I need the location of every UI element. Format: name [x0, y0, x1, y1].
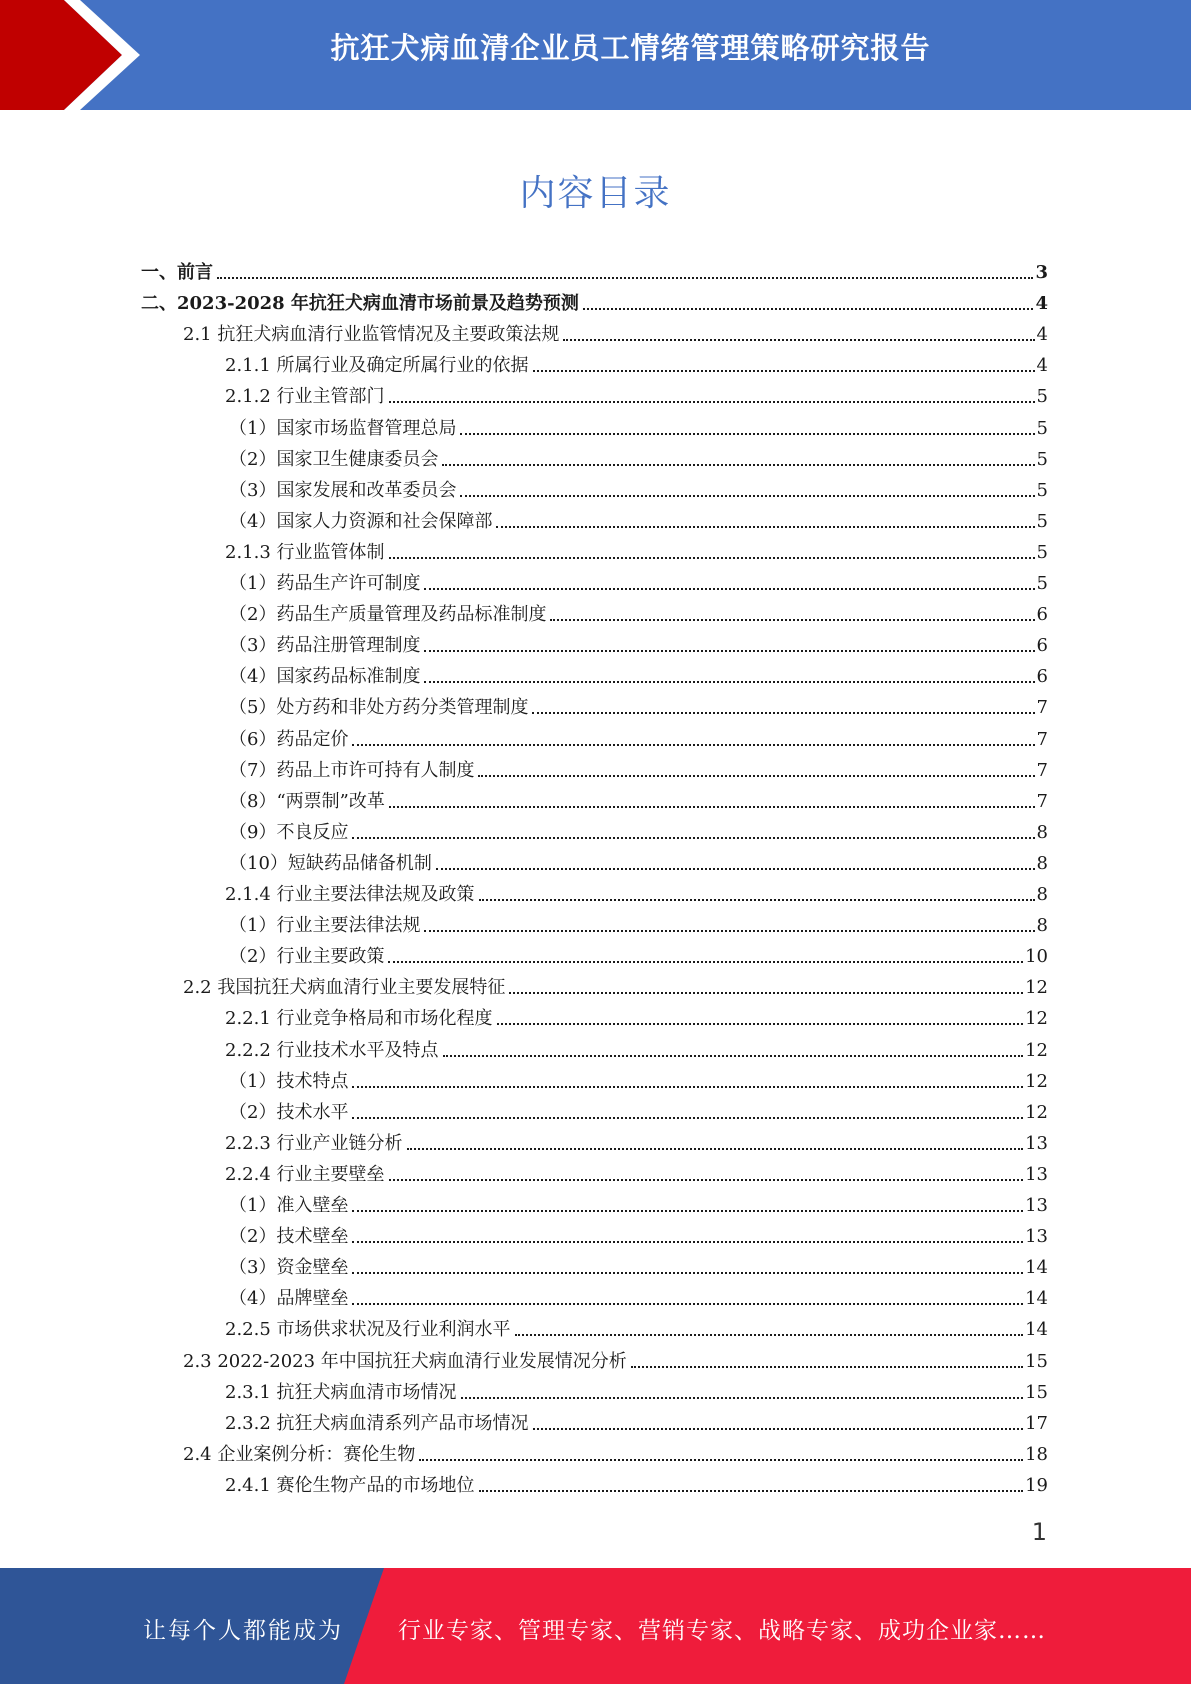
- toc-dot-leader: [352, 837, 1034, 839]
- toc-entry[interactable]: [141, 409, 1048, 440]
- toc-entry[interactable]: [141, 533, 1048, 564]
- toc-entry[interactable]: [141, 875, 1048, 906]
- toc-entry-title: （4）品牌壁垒: [229, 1288, 349, 1310]
- toc-entry-page: 14: [1025, 1288, 1048, 1310]
- toc-dot-leader: [478, 775, 1034, 777]
- toc-entry-page: 8: [1036, 884, 1048, 905]
- toc-dot-leader: [424, 930, 1034, 932]
- toc-entry-page: 13: [1025, 1132, 1048, 1154]
- toc-entry[interactable]: [141, 1466, 1048, 1497]
- toc-entry-page: 13: [1025, 1226, 1048, 1248]
- toc-dot-leader: [352, 1303, 1023, 1305]
- toc-entry-title: （3）资金壁垒: [229, 1257, 349, 1279]
- header-arrow-decoration: [0, 0, 200, 110]
- footer-slogan-right: 行业专家、管理专家、营销专家、战略专家、成功企业家……: [398, 1618, 1046, 1644]
- toc-entry-page: 15: [1025, 1381, 1048, 1403]
- toc-dot-leader: [389, 557, 1035, 559]
- toc-entry-page: 7: [1036, 759, 1048, 781]
- toc-entry[interactable]: [141, 1186, 1048, 1217]
- page-footer: [0, 1568, 1191, 1684]
- toc-entry[interactable]: [141, 253, 1048, 284]
- toc-entry-page: 8: [1036, 915, 1048, 937]
- toc-entry-title: 2.1.2 行业主管部门: [225, 386, 385, 408]
- toc-dot-leader: [631, 1366, 1023, 1368]
- toc-entry[interactable]: [141, 782, 1048, 813]
- toc-entry-page: 4: [1035, 293, 1048, 315]
- toc-dot-leader: [532, 712, 1034, 714]
- toc-entry-title: 2.2.1 行业竞争格局和市场化程度: [225, 1008, 493, 1030]
- toc-dot-leader: [460, 495, 1034, 497]
- toc-entry[interactable]: [141, 968, 1048, 999]
- toc-entry-title: （1）国家市场监督管理总局: [229, 417, 457, 439]
- footer-slogan-left: 让每个人都能成为: [143, 1618, 343, 1644]
- toc-entry-page: 8: [1036, 852, 1048, 874]
- toc-entry[interactable]: [141, 1248, 1048, 1279]
- toc-entry-title: （10）短缺药品储备机制: [229, 852, 432, 874]
- toc-dot-leader: [461, 1397, 1024, 1399]
- toc-entry-title: （1）行业主要法律法规: [229, 915, 421, 937]
- toc-entry[interactable]: [141, 1342, 1048, 1373]
- toc-entry-page: 5: [1036, 417, 1048, 439]
- toc-entry[interactable]: [141, 1435, 1048, 1466]
- toc-entry-title: （2）国家卫生健康委员会: [229, 448, 439, 470]
- toc-entry[interactable]: [141, 906, 1048, 937]
- toc-entry[interactable]: [141, 937, 1048, 968]
- toc-entry[interactable]: [141, 1404, 1048, 1435]
- toc-entry-page: 5: [1036, 510, 1048, 532]
- toc-entry-title: 2.3.2 抗狂犬病血清系列产品市场情况: [225, 1412, 529, 1434]
- toc-entry-page: 17: [1025, 1412, 1048, 1434]
- toc-entry-title: 2.2.2 行业技术水平及特点: [225, 1039, 439, 1061]
- toc-entry[interactable]: [141, 502, 1048, 533]
- toc-entry[interactable]: [141, 1217, 1048, 1248]
- toc-entry-title: 2.3.1 抗狂犬病血清市场情况: [225, 1381, 457, 1403]
- toc-entry-title: 2.2.5 市场供求状况及行业利润水平: [225, 1319, 511, 1341]
- toc-entry-page: 13: [1025, 1163, 1048, 1185]
- toc-entry-title: （6）药品定价: [229, 728, 349, 750]
- toc-entry[interactable]: [141, 315, 1048, 346]
- toc-entry-title: （9）不良反应: [229, 821, 349, 843]
- toc-entry-page: 12: [1025, 1101, 1048, 1123]
- toc-dot-leader: [424, 650, 1034, 652]
- report-title: 抗狂犬病血清企业员工情绪管理策略研究报告: [330, 31, 931, 65]
- toc-dot-leader: [352, 1272, 1023, 1274]
- toc-entry-title: （5）处方药和非处方药分类管理制度: [229, 697, 529, 719]
- toc-entry[interactable]: [141, 1062, 1048, 1093]
- toc-dot-leader: [352, 1210, 1023, 1212]
- toc-dot-leader: [352, 1117, 1023, 1119]
- toc-entry-title: 2.4 企业案例分析：赛伦生物: [183, 1443, 416, 1465]
- toc-entry[interactable]: [141, 688, 1048, 719]
- page-number: 1: [1031, 1518, 1047, 1546]
- toc-entry-page: 4: [1036, 324, 1048, 346]
- toc-entry-title: （2）技术壁垒: [229, 1226, 349, 1248]
- toc-entry-page: 5: [1036, 573, 1048, 594]
- toc-entry-title: （1）技术特点: [229, 1070, 349, 1092]
- toc-entry-title: 2.1.1 所属行业及确定所属行业的依据: [225, 355, 529, 377]
- toc-entry[interactable]: [141, 844, 1048, 875]
- toc-entry-title: 2.1.3 行业监管体制: [225, 541, 385, 563]
- toc-entry-page: 13: [1025, 1195, 1048, 1216]
- toc-dot-leader: [352, 1086, 1023, 1088]
- toc-entry[interactable]: [141, 440, 1048, 471]
- toc-dot-leader: [424, 681, 1034, 683]
- toc-entry-page: 5: [1036, 541, 1048, 563]
- toc-entry[interactable]: [141, 999, 1048, 1030]
- toc-dot-leader: [460, 433, 1034, 435]
- toc-dot-leader: [389, 1179, 1024, 1181]
- toc-dot-leader: [217, 277, 1033, 279]
- toc-dot-leader: [550, 619, 1034, 621]
- toc-entry-title: （8）“两票制”改革: [229, 790, 385, 812]
- toc-dot-leader: [352, 1241, 1023, 1243]
- toc-entry-title: 2.2 我国抗狂犬病血清行业主要发展特征: [183, 977, 506, 999]
- toc-entry-page: 14: [1025, 1257, 1048, 1279]
- toc-dot-leader: [496, 526, 1034, 528]
- toc-entry-page: 8: [1036, 821, 1048, 843]
- toc-entry-title: （4）国家药品标准制度: [229, 666, 421, 688]
- toc-dot-leader: [442, 464, 1034, 466]
- toc-dot-leader: [389, 401, 1035, 403]
- toc-dot-leader: [563, 339, 1034, 341]
- toc-dot-leader: [352, 744, 1034, 746]
- toc-dot-leader: [533, 1428, 1024, 1430]
- toc-dot-leader: [424, 588, 1034, 590]
- toc-entry-title: 二、2023-2028 年抗狂犬病血清市场前景及趋势预测: [141, 293, 579, 315]
- toc-dot-leader: [419, 1459, 1023, 1461]
- toc-dot-leader: [479, 1490, 1024, 1492]
- toc-entry[interactable]: [141, 595, 1048, 626]
- toc-entry-page: 6: [1036, 635, 1048, 657]
- toc-entry-page: 6: [1036, 604, 1048, 626]
- toc-entry[interactable]: [141, 471, 1048, 502]
- toc-dot-leader: [436, 868, 1035, 870]
- toc-entry-page: 12: [1025, 977, 1048, 999]
- toc-entry-page: 12: [1025, 1039, 1048, 1061]
- toc-entry-page: 4: [1036, 355, 1048, 377]
- toc-entry[interactable]: [141, 626, 1048, 657]
- toc-dot-leader: [583, 308, 1034, 310]
- toc-entry[interactable]: [141, 1155, 1048, 1186]
- toc-heading: 内容目录: [519, 173, 672, 214]
- toc-entry-title: 一、前言: [141, 262, 213, 283]
- toc-dot-leader: [497, 1023, 1024, 1025]
- toc-entry-title: （3）药品注册管理制度: [229, 635, 421, 657]
- toc-entry[interactable]: [141, 1373, 1048, 1404]
- toc-dot-leader: [443, 1055, 1024, 1057]
- toc-entry-title: （3）国家发展和改革委员会: [229, 479, 457, 501]
- toc-entry-title: （1）药品生产许可制度: [229, 573, 421, 594]
- page-header: [0, 0, 1191, 110]
- toc-entry-page: 5: [1036, 479, 1048, 501]
- toc-entry-page: 7: [1036, 790, 1048, 812]
- toc-entry-title: （2）技术水平: [229, 1101, 349, 1123]
- toc-entry[interactable]: [141, 1031, 1048, 1062]
- toc-entry-page: 6: [1036, 666, 1048, 688]
- toc-dot-leader: [515, 1334, 1024, 1336]
- toc-entry-page: 10: [1025, 946, 1048, 968]
- toc-entry-title: （1）准入壁垒: [229, 1195, 349, 1216]
- toc-entry[interactable]: [141, 284, 1048, 315]
- toc-entry-title: 2.1 抗狂犬病血清行业监管情况及主要政策法规: [183, 324, 560, 346]
- toc-entry[interactable]: [141, 564, 1048, 595]
- toc-entry-page: 3: [1035, 262, 1048, 283]
- toc-entry[interactable]: [141, 377, 1048, 408]
- toc-entry[interactable]: [141, 720, 1048, 751]
- toc-entry-title: （4）国家人力资源和社会保障部: [229, 510, 493, 532]
- toc-dot-leader: [407, 1148, 1024, 1150]
- toc-entry-page: 19: [1025, 1474, 1048, 1496]
- toc-entry-title: （2）行业主要政策: [229, 946, 385, 968]
- toc-dot-leader: [479, 899, 1035, 901]
- toc-entry[interactable]: [141, 657, 1048, 688]
- toc-entry-page: 15: [1025, 1350, 1048, 1372]
- toc-entry-title: 2.4.1 赛伦生物产品的市场地位: [225, 1474, 475, 1496]
- toc-entry-page: 5: [1036, 448, 1048, 470]
- toc-entry-page: 7: [1036, 697, 1048, 719]
- toc-entry-page: 12: [1025, 1008, 1048, 1030]
- toc-dot-leader: [388, 961, 1023, 963]
- toc-entry-page: 5: [1036, 386, 1048, 408]
- toc-entry-page: 14: [1025, 1319, 1048, 1341]
- toc-dot-leader: [509, 992, 1023, 994]
- toc-entry[interactable]: [141, 1310, 1048, 1341]
- toc-entry[interactable]: [141, 1279, 1048, 1310]
- toc-entry-title: 2.2.4 行业主要壁垒: [225, 1163, 385, 1185]
- toc-entry[interactable]: [141, 751, 1048, 782]
- toc-entry-page: 18: [1025, 1443, 1048, 1465]
- toc-dot-leader: [533, 370, 1035, 372]
- toc-entry[interactable]: [141, 813, 1048, 844]
- toc-entry-title: 2.2.3 行业产业链分析: [225, 1132, 403, 1154]
- toc-dot-leader: [389, 806, 1035, 808]
- toc-entry-page: 7: [1036, 728, 1048, 750]
- toc-entry-page: 12: [1025, 1070, 1048, 1092]
- toc-entry[interactable]: [141, 1124, 1048, 1155]
- toc-entry-title: （7）药品上市许可持有人制度: [229, 759, 475, 781]
- toc-entry-title: （2）药品生产质量管理及药品标准制度: [229, 604, 547, 626]
- toc-entry-title: 2.3 2022-2023 年中国抗狂犬病血清行业发展情况分析: [183, 1350, 627, 1372]
- toc-entry[interactable]: [141, 1093, 1048, 1124]
- toc-entry-title: 2.1.4 行业主要法律法规及政策: [225, 884, 475, 905]
- toc-entry[interactable]: [141, 346, 1048, 377]
